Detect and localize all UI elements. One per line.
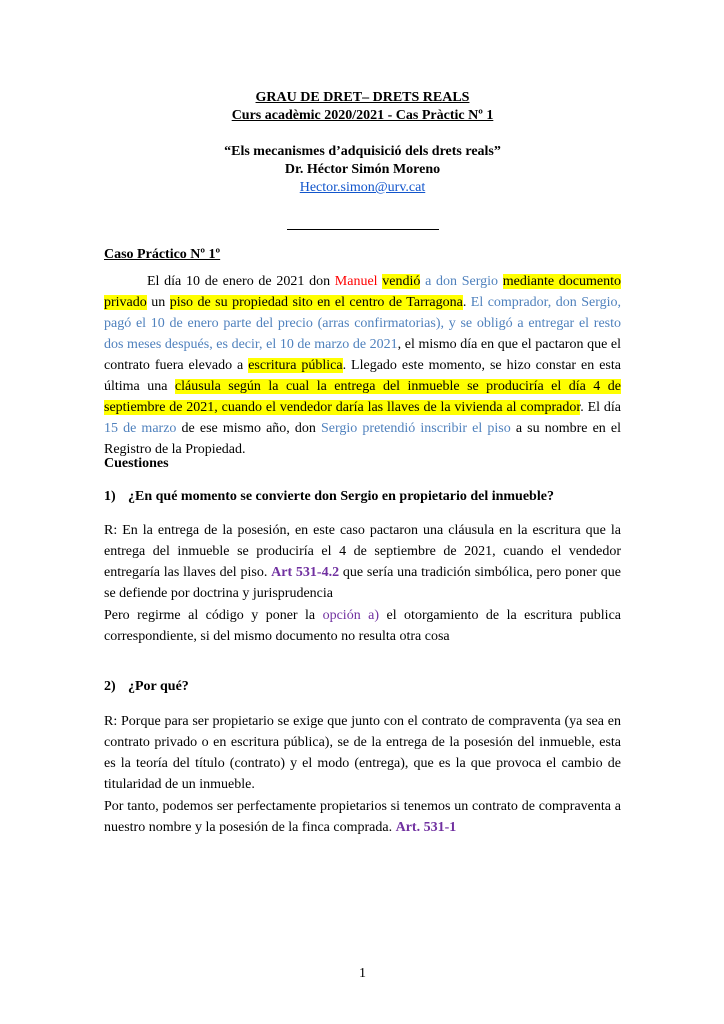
document-title: “Els mecanismes d’adquisició dels drets reals”: [224, 144, 501, 159]
question-1: 1) ¿En qué momento se convierte don Sergio en propietario del inmueble?: [104, 489, 554, 504]
separator-line: [287, 229, 439, 230]
author-name: Dr. Héctor Simón Moreno: [284, 162, 441, 177]
question-2: 2) ¿Por qué?: [104, 679, 189, 694]
case-statement: El día 10 de enero de 2021 don Manuel vendió a don Sergio mediante documento privado un piso de su propiedad sito en el centro de Tarragona. El comprador, don Sergio, pagó el 10 de enero parte del precio (arras confirmatorias), y se obligó a entregar el resto dos meses después, es decir, el 10 de marzo de 2021, el mismo día en que el pactaron que el contrato fuera elevado a escritura pública. Llegado este momento, se hizo constar en esta última una cláusula según la cual la entrega del inmueble se produciría el día 4 de septiembre de 2021, cuando el vendedor daría las llaves de la vivienda al comprador. El día 15 de marzo de ese mismo año, don Sergio pretendió inscribir el piso a su nombre en el Registro de la Propiedad.: [104, 274, 622, 457]
page-number: 1: [359, 966, 366, 981]
answer-1-paragraph-2: Pero regirme al código y poner la opción a) el otorgamiento de la escritura publica correspondiente, si del mismo documento no resulta otra cosa: [104, 608, 621, 644]
answer-2-paragraph-2: Por tanto, podemos ser perfectamente propietarios si tenemos un contrato de compraventa a nuestro nombre y la posesión de la finca comprada. Art. 531-1: [104, 799, 621, 835]
answer-1-paragraph-1: R: En la entrega de la posesión, en este caso pactaron una cláusula en la escritura que la entrega del inmueble se produciría el 4 de septiembre de 2021, cuando el vendedor entregaría las llaves del piso. Art 531-4.2 que sería una tradición simbólica, pero poner que se defiende por doctrina y jurisprudencia: [104, 523, 622, 601]
academic-year: Curs acadèmic 2020/2021 - Cas Pràctic Nº 1: [231, 108, 494, 123]
author-email-link[interactable]: Hector.simon@urv.cat: [299, 180, 426, 195]
questions-heading: Cuestiones: [104, 456, 169, 471]
name-manuel: Manuel: [334, 274, 378, 289]
case-heading: Caso Práctico Nº 1º: [104, 247, 221, 262]
course-title: GRAU DE DRET– DRETS REALS: [255, 90, 470, 105]
article-ref: Art. 531-1: [395, 820, 457, 835]
answer-2-paragraph-1: R: Porque para ser propietario se exige que junto con el contrato de compraventa (ya sea en contrato privado o en escritura pública), se de la entrega de la posesión del inmueble, esta es la teoría del título (contrato) y el modo (entrega), que es la que provoca el cambio de titularidad de un inmueble.: [104, 714, 621, 792]
article-ref: Art 531-4.2: [271, 565, 340, 580]
